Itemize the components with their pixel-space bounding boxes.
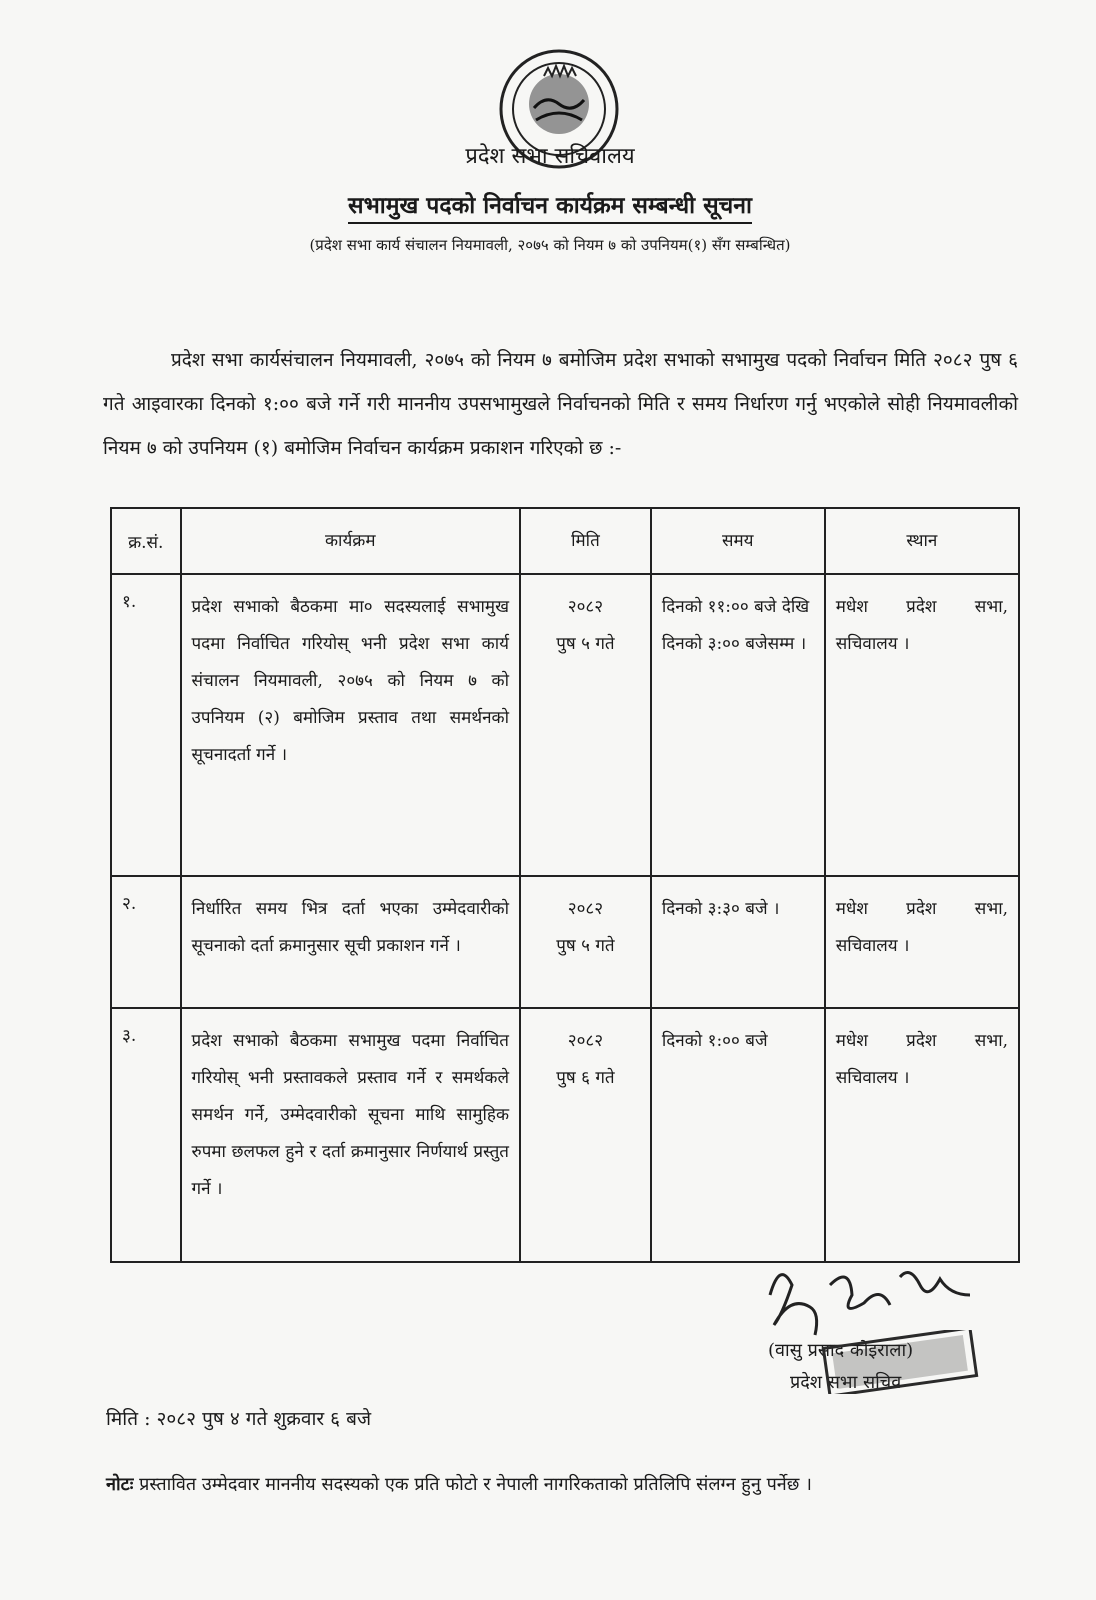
row-program: प्रदेश सभाको बैठकमा मा० सदस्यलाई सभामुख पदमा निर्वाचित गरियोस् भनी प्रदेश सभा कार्य संचालन नियमावली, २०७५ को नियम ७ को उपनियम (२) बमोजिम प्रस्ताव तथा समर्थनको सूचनादर्ता गर्ने । bbox=[181, 574, 520, 876]
header-serial: क्र.सं. bbox=[111, 508, 181, 574]
document-subtitle: (प्रदेश सभा कार्य संचालन नियमावली, २०७५ को नियम ७ को उपनियम(१) सँग सम्बन्धित) bbox=[309, 236, 791, 254]
row-time: दिनको १:०० बजे bbox=[651, 1008, 825, 1262]
row-date-year: २०८२ bbox=[567, 597, 604, 617]
row-date-year: २०८२ bbox=[567, 899, 604, 919]
header-time: समय bbox=[651, 508, 825, 574]
document-title-text: सभामुख पदको निर्वाचन कार्यक्रम सम्बन्धी सूचना bbox=[348, 192, 752, 224]
table-row bbox=[111, 1008, 1019, 1262]
header-place: स्थान bbox=[825, 508, 1019, 574]
office-name: प्रदेश सभा सचिवालय bbox=[465, 144, 635, 169]
note-text: प्रस्तावित उम्मेदवार माननीय सदस्यको एक प्रति फोटो र नेपाली नागरिकताको प्रतिलिपि संलग्न हुनु पर्नेछ । bbox=[133, 1474, 812, 1495]
election-schedule-table bbox=[110, 507, 1020, 1263]
row-date-day: पुष ६ गते bbox=[556, 1068, 615, 1088]
row-time: दिनको ११:०० बजे देखि दिनको ३:०० बजेसम्म । bbox=[651, 574, 825, 876]
row-place: मधेश प्रदेश सभा, सचिवालय । bbox=[825, 574, 1019, 876]
official-stamp-icon bbox=[820, 1330, 980, 1394]
row-date bbox=[520, 574, 651, 876]
row-serial: २. bbox=[111, 876, 181, 1008]
row-place: मधेश प्रदेश सभा, सचिवालय । bbox=[825, 876, 1019, 1008]
signatory-name: (वासु प्रसाद कोइराला) bbox=[768, 1340, 914, 1361]
row-date-day: पुष ५ गते bbox=[556, 634, 615, 654]
row-serial: ३. bbox=[111, 1008, 181, 1262]
table-row bbox=[111, 876, 1019, 1008]
row-date bbox=[520, 876, 651, 1008]
header-program: कार्यक्रम bbox=[181, 508, 520, 574]
intro-paragraph: प्रदेश सभा कार्यसंचालन नियमावली, २०७५ को नियम ७ बमोजिम प्रदेश सभाको सभामुख पदको निर्वाचन मिति २०८२ पुष ६ गते आइवारका दिनको १:०० बजे गर्ने गरी माननीय उपसभामुखले निर्वाचनको मिति र समय निर्धारण गर्नु भएकोले सोही नियमावलीको नियम ७ को उपनियम (१) बमोजिम निर्वाचन कार्यक्रम प्रकाशन गरिएको छ :- bbox=[103, 349, 1018, 459]
row-program: प्रदेश सभाको बैठकमा सभामुख पदमा निर्वाचित गरियोस् भनी प्रस्तावकले प्रस्ताव गर्ने र समर्थकले समर्थन गर्ने, उम्मेदवारीको सूचना माथि सामुहिक रुपमा छलफल हुने र दर्ता क्रमानुसार निर्णयार्थ प्रस्तुत गर्ने । bbox=[181, 1008, 520, 1262]
row-serial: १. bbox=[111, 574, 181, 876]
row-date-year: २०८२ bbox=[567, 1031, 604, 1051]
row-place: मधेश प्रदेश सभा, सचिवालय । bbox=[825, 1008, 1019, 1262]
header-date: मिति bbox=[520, 508, 651, 574]
table-row bbox=[111, 574, 1019, 876]
row-time: दिनको ३:३० बजे । bbox=[651, 876, 825, 1008]
row-date bbox=[520, 1008, 651, 1262]
table-header-row bbox=[111, 508, 1019, 574]
issue-date: मिति : २०८२ पुष ४ गते शुक्रवार ६ बजे bbox=[106, 1408, 372, 1430]
note bbox=[106, 1472, 812, 1496]
signatory-title: प्रदेश सभा सचिव bbox=[790, 1372, 902, 1393]
note-label: नोटः bbox=[106, 1474, 134, 1495]
row-date-day: पुष ५ गते bbox=[556, 936, 615, 956]
document-title bbox=[200, 188, 900, 220]
row-program: निर्धारित समय भित्र दर्ता भएका उम्मेदवारीको सूचनाको दर्ता क्रमानुसार सूची प्रकाशन गर्ने । bbox=[181, 876, 520, 1008]
